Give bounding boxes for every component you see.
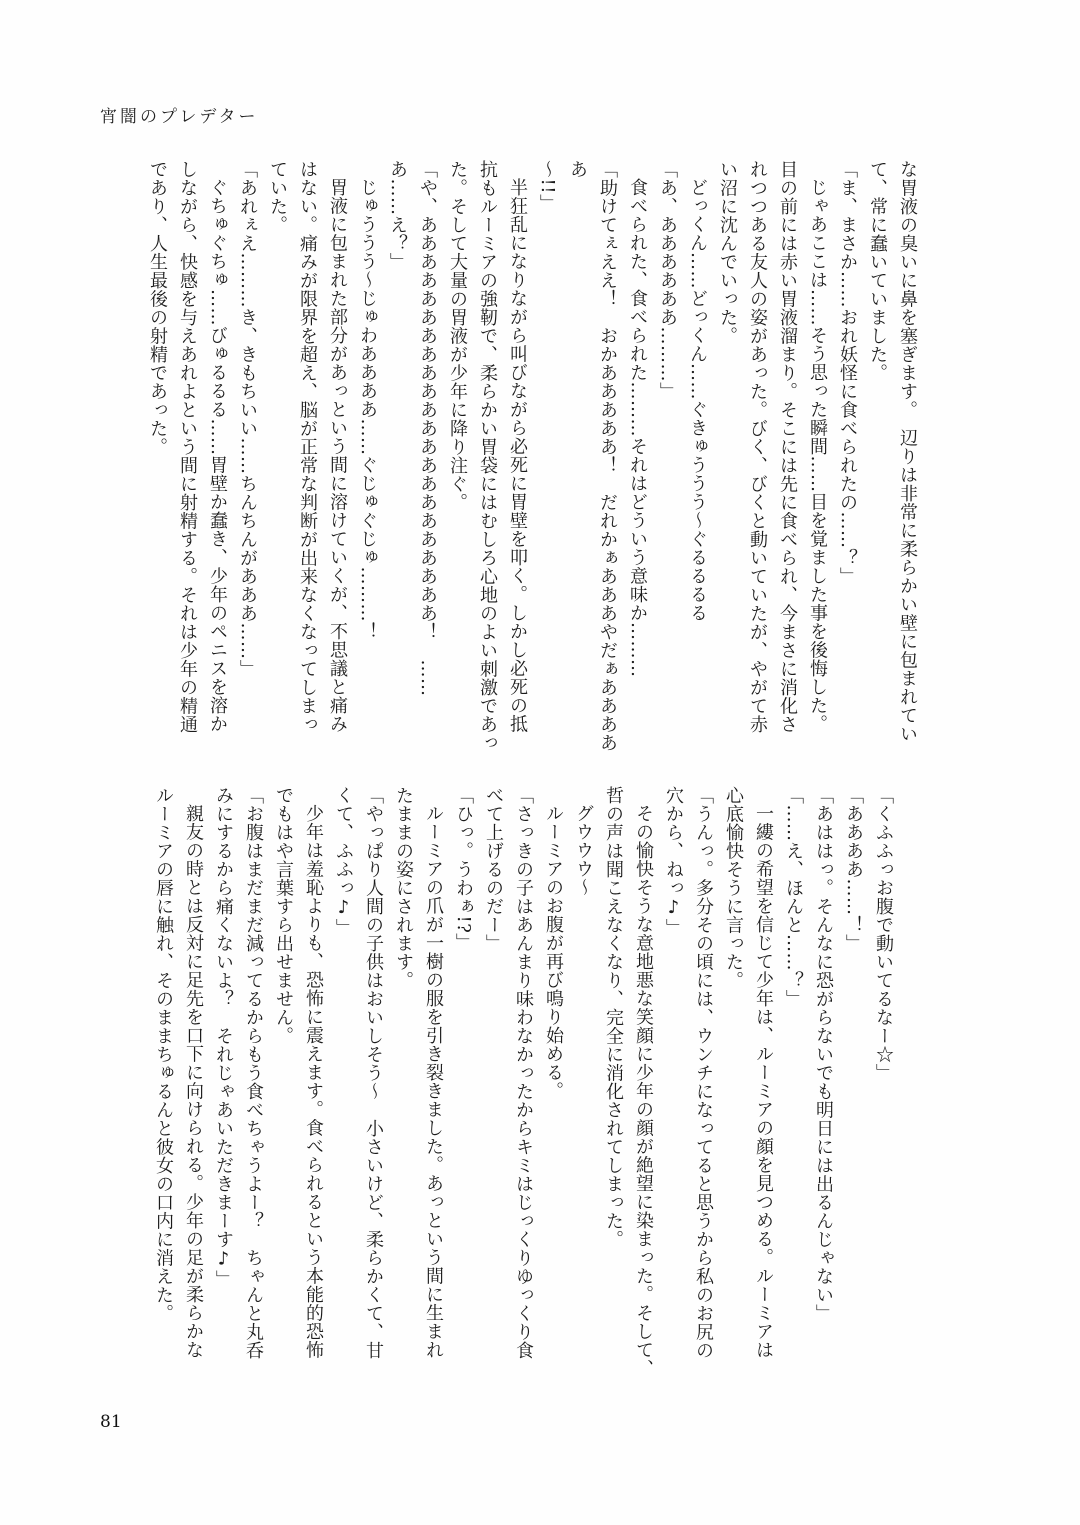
text-column: みにするから痛くないよ？ それじゃあいただきまーす♪」 [213, 786, 234, 1289]
text-column: 「さっきの子はあんまり味わなかったからキミはじっくりゆっくり食 [513, 786, 534, 1360]
text-column: しながら、快感を与えあれよという間に射精する。それは少年の精通 [177, 160, 198, 734]
text-column: 心底愉快そうに言った。 [723, 786, 744, 990]
text-column: た。そして大量の胃液が少年に降り注ぐ。 [447, 160, 468, 512]
text-column: グウウウ～ [573, 804, 594, 897]
text-column: であり、人生最後の射精であった。 [147, 160, 168, 456]
text-column: 「やっぱり人間の子供はおいしそう～ 小さいけど、柔らかくて、甘 [363, 786, 384, 1360]
text-column: 「あははっ。そんなに恐がらないでも明日には出るんじゃない」 [813, 786, 834, 1323]
text-column: て、常に蠢いていました。 [867, 160, 888, 382]
text-column: 親友の時とは反対に足先を口下に向けられる。少年の足が柔らかな [183, 804, 204, 1359]
text-column: 少年は羞恥よりも、恐怖に震えます。食べられるという本能的恐怖 [303, 804, 324, 1359]
text-column: 半狂乱になりながら叫びながら必死に胃壁を叩く。しかし必死の抵 [507, 178, 528, 733]
text-column: ていた。 [267, 160, 288, 234]
text-column: じゃあここは……そう思った瞬間……目を覚ました事を後悔した。 [807, 178, 828, 733]
text-column: あ……え？」 [387, 160, 408, 271]
text-column: 「ひっ。うわぁ!?」 [453, 786, 474, 952]
text-column: ～!!」 [537, 160, 558, 213]
text-column: 「あ、ああああああ………」 [657, 160, 678, 401]
text-column: 一縷の希望を信じて少年は、ルーミアの顔を見つめる。ルーミアは [753, 804, 774, 1359]
running-header-title: 宵闇のプレデター [100, 107, 259, 127]
text-column: たままの姿にされます。 [393, 786, 414, 990]
text-column: 抗もルーミアの強靭で、柔らかい胃袋にはむしろ心地のよい刺激であっ [477, 160, 498, 752]
text-column: 「お腹はまだまだ減ってるからもう食べちゃうよー？ ちゃんと丸呑 [243, 786, 264, 1360]
text-column: ぐちゅぐちゅ……びゅるるる……胃壁か蠢き、少年のペニスを溶か [207, 178, 228, 733]
text-column: 「や、ああああああああああああああああああああああ！ …… [417, 160, 438, 697]
text-column: じゅううう～じゅわああああ……ぐじゅぐじゅ………！ [357, 178, 378, 641]
text-column: 「……え、ほんと……？」 [783, 786, 804, 1008]
bottom-text-block [142, 786, 898, 1390]
text-column: その愉快そうな意地悪な笑顔に少年の顔が絶望に染まった。そして、 [633, 804, 654, 1378]
text-column: 哲の声は聞こえなくなり、完全に消化されてしまった。 [603, 786, 624, 1249]
text-column: ルーミアの爪が一樹の服を引き裂きました。あっという間に生まれ [423, 804, 444, 1359]
text-column: 「うんっ。多分その頃には、ウンチになってると思うから私のお尻の [693, 786, 714, 1360]
text-column: くて、ふふっ♪」 [333, 786, 354, 937]
text-column: ルーミアの唇に触れ、そのままちゅるんと彼女の口内に消えた。 [153, 786, 174, 1323]
text-column: 「あれぇえ………き、きもちいい……ちんちんがあああ……」 [237, 160, 258, 678]
text-column: 食べられた、食べられた………それはどういう意味か……… [627, 178, 648, 678]
text-column: どっくん……どっくん……ぐきゅううう～ぐるるるる [687, 178, 708, 622]
text-column: 「くふふっお腹で動いてるなー☆」 [873, 786, 894, 1082]
text-column: 「ああああ……！」 [843, 786, 864, 953]
text-column: 「助けてぇええ！ おかあああああ！ だれかぁあああやだぁあああああ [567, 160, 618, 752]
text-column: 「ま、まさか……おれ妖怪に食べられたの……？」 [837, 160, 858, 586]
text-column: な胃液の臭いに鼻を塞ぎます。 辺りは非常に柔らかい壁に包まれてい [897, 160, 918, 743]
top-text-block [147, 160, 922, 764]
text-column: べて上げるのだー」 [483, 786, 504, 953]
text-column: ルーミアのお腹が再び鳴り始める。 [543, 804, 564, 1100]
page-number: 81 [100, 1412, 122, 1432]
text-column: でもはや言葉すら出せません。 [273, 786, 294, 1045]
text-column: い沼に沈んでいった。 [717, 160, 738, 345]
text-column: れつつある友人の姿があった。びく、びくと動いていたが、やがて赤 [747, 160, 768, 734]
text-column: はない。痛みが限界を超え、脳が正常な判断が出来なくなってしまっ [297, 160, 318, 734]
text-column: 目の前には赤い胃液溜まり。そこには先に食べられ、今まさに消化さ [777, 160, 798, 734]
text-column: 胃液に包まれた部分があっという間に溶けていくが、不思議と痛み [327, 178, 348, 733]
text-column: 穴から、ねっ♪」 [663, 786, 684, 937]
